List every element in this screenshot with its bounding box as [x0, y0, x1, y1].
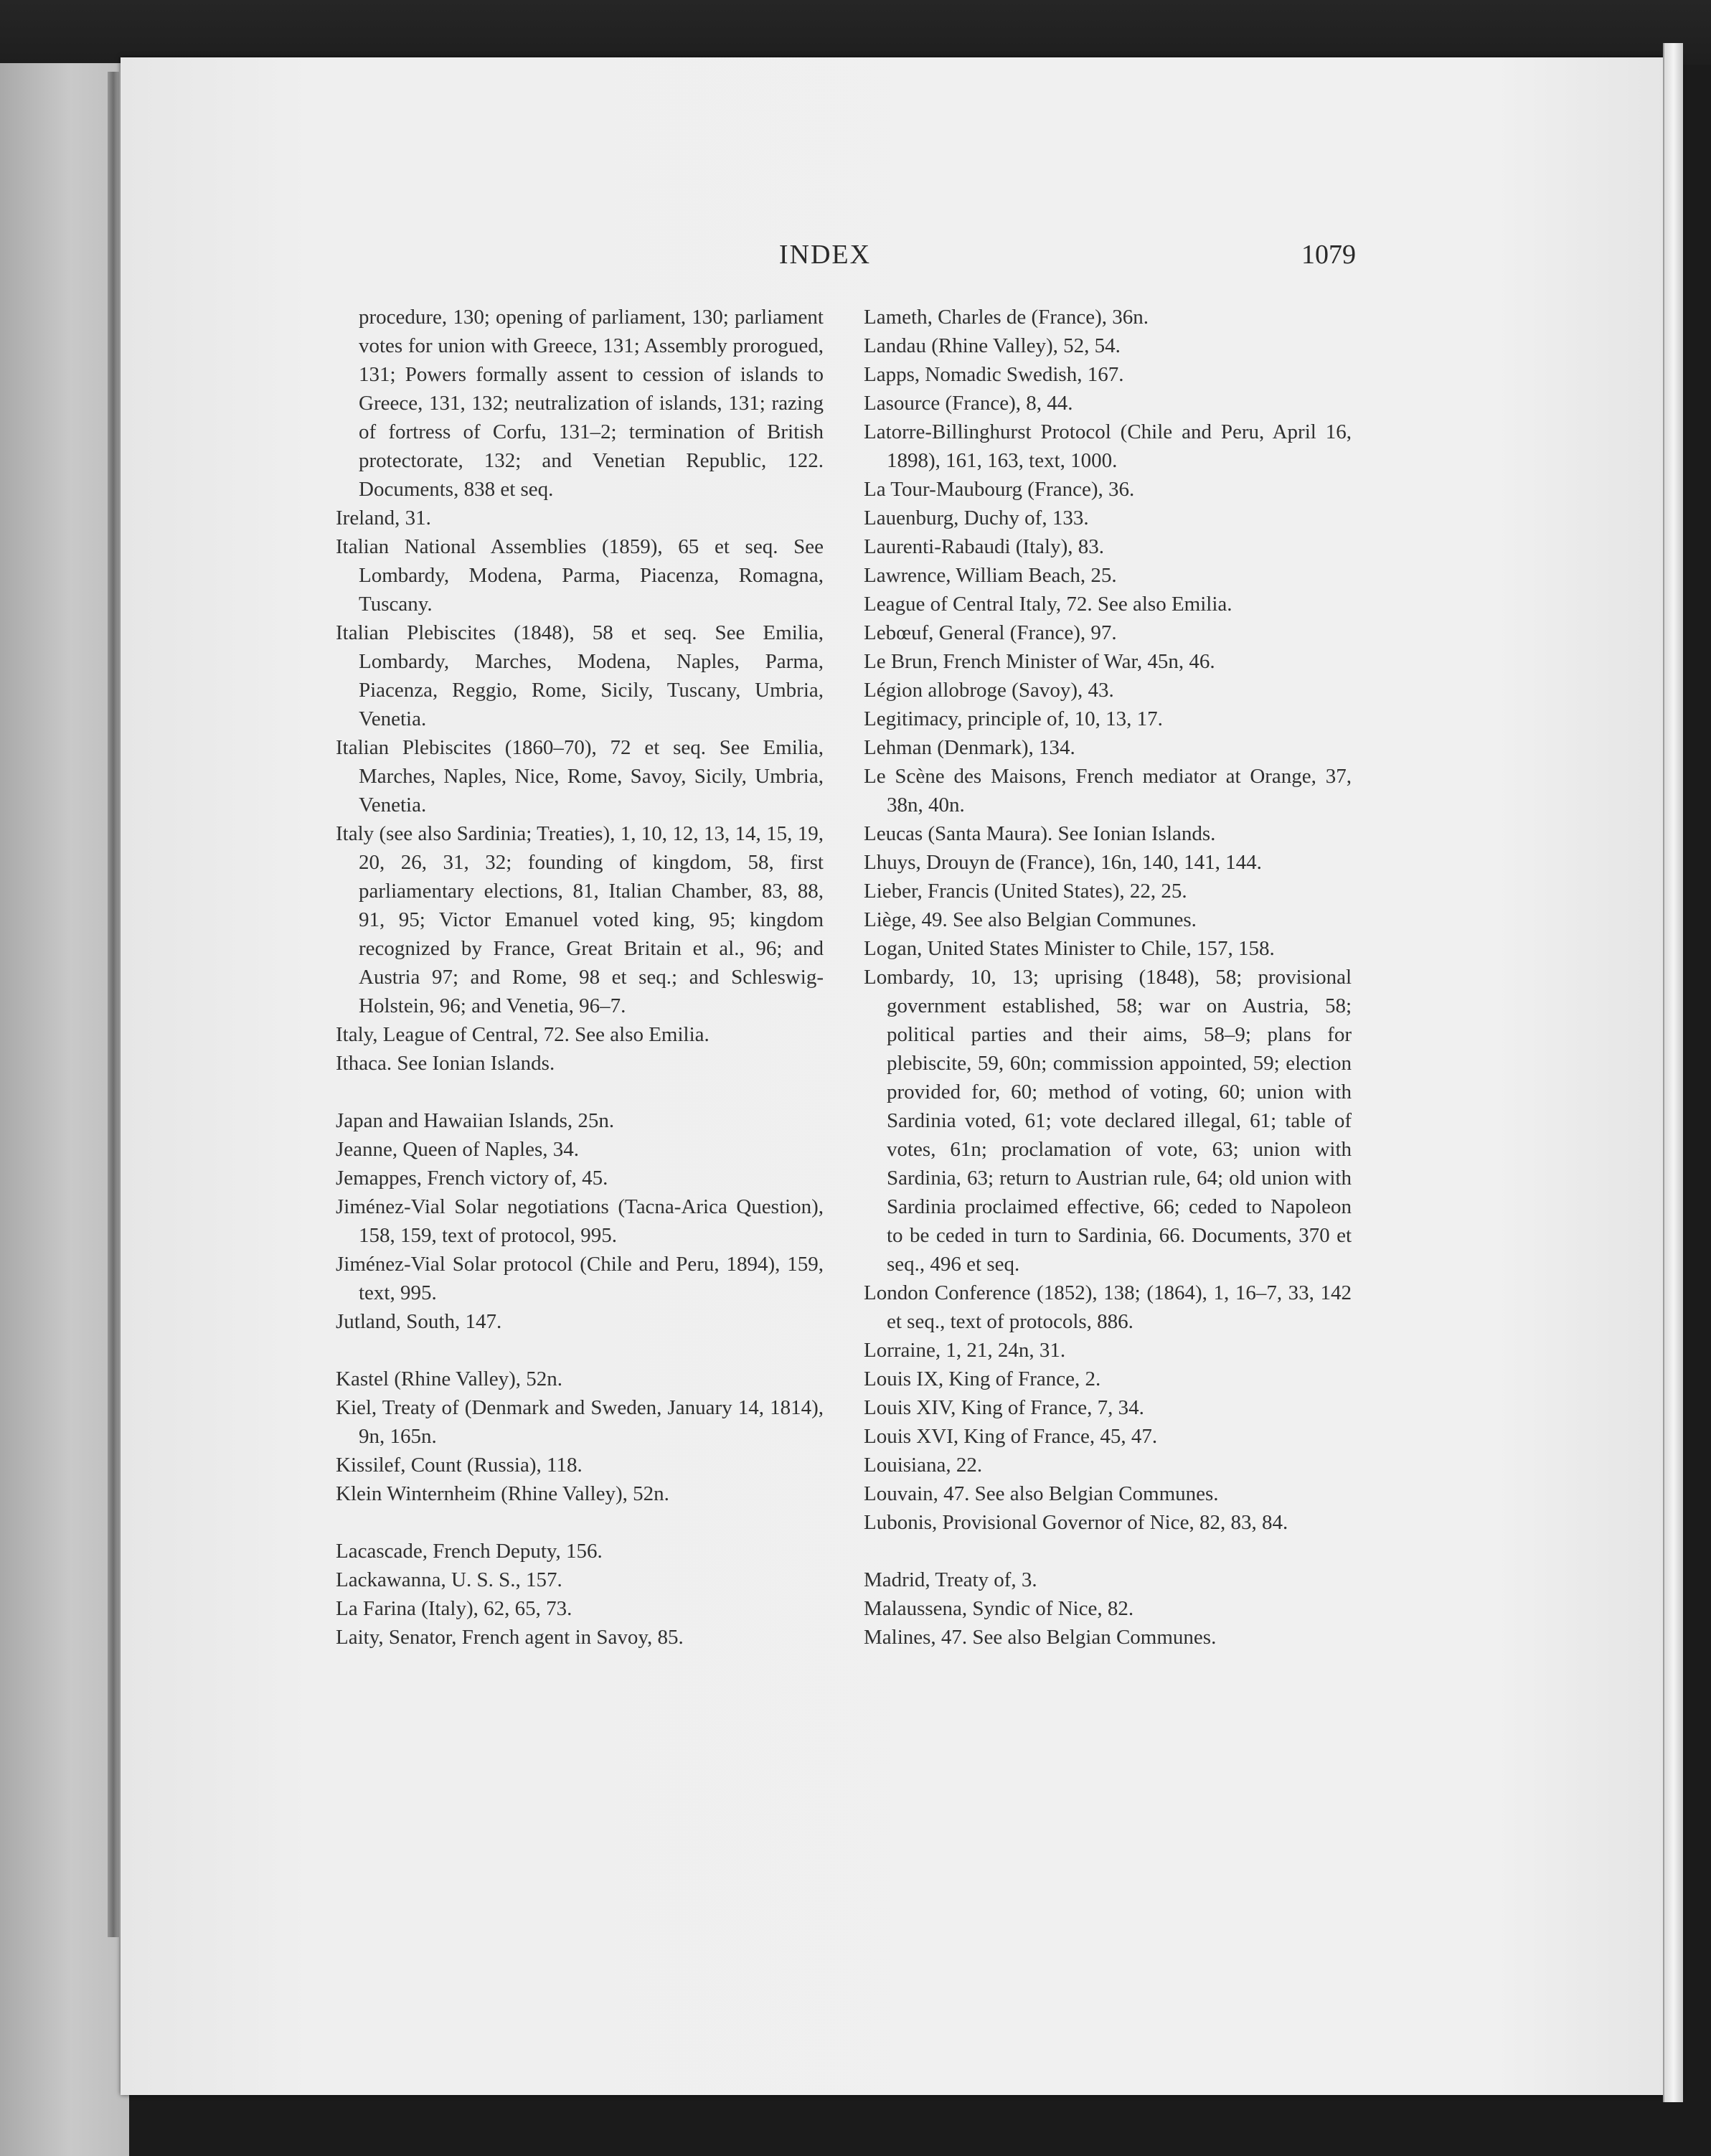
index-entry: Lehman (Denmark), 134. [864, 736, 1075, 759]
index-entry: Italian Plebiscites (1860–70), 72 et seq. See Emilia, Marches, Naples, Nice, Rome, Savoy, Sicily, Umbria, Venetia. [336, 736, 824, 816]
index-entry: Jutland, South, 147. [336, 1310, 502, 1333]
index-entry: Laity, Senator, French agent in Savoy, 85. [336, 1626, 684, 1649]
index-entry: Legitimacy, principle of, 10, 13, 17. [864, 707, 1163, 730]
index-entry: Leucas (Santa Maura). See Ionian Islands. [864, 822, 1216, 845]
index-entry: Laurenti-Rabaudi (Italy), 83. [864, 535, 1104, 558]
index-entry: Jiménez-Vial Solar protocol (Chile and Peru, 1894), 159, text, 995. [336, 1253, 824, 1304]
index-entry: Lhuys, Drouyn de (France), 16n, 140, 141, 144. [864, 851, 1262, 874]
index-entry: Ireland, 31. [336, 507, 431, 529]
book-gutter [108, 72, 119, 1937]
index-column-left [336, 303, 824, 1652]
index-entry: Madrid, Treaty of, 3. [864, 1568, 1037, 1591]
page-stack-edge [1663, 43, 1683, 2102]
index-entry: Italian National Assemblies (1859), 65 et seq. See Lombardy, Modena, Parma, Piacenza, Romagna, Tuscany. [336, 535, 824, 616]
index-entry: La Tour-Maubourg (France), 36. [864, 478, 1135, 501]
index-entry: Le Brun, French Minister of War, 45n, 46. [864, 650, 1215, 673]
index-entry: Lasource (France), 8, 44. [864, 392, 1073, 415]
index-entry: Latorre-Billinghurst Protocol (Chile and Peru, April 16, 1898), 161, 163, text, 1000. [864, 420, 1352, 472]
index-entry: London Conference (1852), 138; (1864), 1, 16–7, 33, 142 et seq., text of protocols, 886. [864, 1281, 1352, 1333]
index-entry: Jeanne, Queen of Naples, 34. [336, 1138, 580, 1161]
section-gap [336, 1336, 824, 1365]
index-entry: League of Central Italy, 72. See also Emilia. [864, 593, 1232, 616]
index-entry: Italy (see also Sardinia; Treaties), 1, 10, 12, 13, 14, 15, 19, 20, 26, 31, 32; founding of kingdom, 58, first parliamentary elections, 81, Italian Chamber, 83, 88, 91, 95; Victor Emanuel voted king, 95; kingdom recognized by France, Great Britain et al., 96; and Austria 97; and Rome, 98 et seq.; and Schleswig-Holstein, 96; and Venetia, 96–7. [336, 822, 824, 1017]
index-entry: Lacascade, French Deputy, 156. [336, 1540, 603, 1563]
index-entry: Japan and Hawaiian Islands, 25n. [336, 1109, 615, 1132]
index-entry: Louis IX, King of France, 2. [864, 1367, 1101, 1390]
section-gap [336, 1508, 824, 1537]
index-entry: Lubonis, Provisional Governor of Nice, 82, 83, 84. [864, 1511, 1288, 1534]
index-entry: Lombardy, 10, 13; uprising (1848), 58; provisional government established, 58; war on Austria, 58; political parties and their aims, 58–9; plans for plebiscite, 59, 60n; commission appointed, 59; election provided for, 60; method of voting, 60; union with Sardinia voted, 61; vote declared illegal, 61; table of votes, 61n; proclamation of vote, 63; union with Sardinia, 63; return to Austrian rule, 64; old union with Sardinia proclaimed effective, 66; ceded to Napoleon to be ceded in turn to Sardinia, 66. Documents, 370 et seq., 496 et seq. [864, 966, 1352, 1276]
index-entry: Jemappes, French victory of, 45. [336, 1167, 608, 1190]
index-entry: Kissilef, Count (Russia), 118. [336, 1454, 583, 1477]
index-entry: Kastel (Rhine Valley), 52n. [336, 1367, 562, 1390]
section-gap [336, 1078, 824, 1106]
index-entry: Louisiana, 22. [864, 1454, 983, 1477]
index-entry: Lauenburg, Duchy of, 133. [864, 507, 1089, 529]
index-entry: Légion allobroge (Savoy), 43. [864, 679, 1114, 702]
index-entry: Louis XIV, King of France, 7, 34. [864, 1396, 1144, 1419]
index-column-right [864, 303, 1352, 1652]
index-entry: Ithaca. See Ionian Islands. [336, 1052, 555, 1075]
index-entry: Le Scène des Maisons, French mediator at Orange, 37, 38n, 40n. [864, 765, 1352, 816]
index-entry: procedure, 130; opening of parliament, 130; parliament votes for union with Greece, 131; Assembly prorogued, 131; Powers formally assent to cession of islands to Greece, 131, 132; neutralization of islands, 131; razing of fortress of Corfu, 131–2; termination of British protectorate, 132; and Venetian Republic, 122. Documents, 838 et seq. [359, 306, 824, 501]
index-entry: Jiménez-Vial Solar negotiations (Tacna-Arica Question), 158, 159, text of protocol, 995. [336, 1195, 824, 1247]
index-entry: Louis XVI, King of France, 45, 47. [864, 1425, 1158, 1448]
index-entry: Landau (Rhine Valley), 52, 54. [864, 334, 1121, 357]
page-number: 1079 [1301, 240, 1356, 270]
index-entry: Malaussena, Syndic of Nice, 82. [864, 1597, 1134, 1620]
index-entry: Italian Plebiscites (1848), 58 et seq. See Emilia, Lombardy, Marches, Modena, Naples, Parma, Piacenza, Reggio, Rome, Sicily, Tuscany, Umbria, Venetia. [336, 621, 824, 730]
running-head-title: INDEX [778, 240, 872, 270]
section-gap [864, 1537, 1352, 1566]
index-entry: Italy, League of Central, 72. See also Emilia. [336, 1023, 710, 1046]
index-entry: Lebœuf, General (France), 97. [864, 621, 1117, 644]
index-entry: Malines, 47. See also Belgian Communes. [864, 1626, 1217, 1649]
index-entry: Klein Winternheim (Rhine Valley), 52n. [336, 1482, 669, 1505]
index-entry: Lackawanna, U. S. S., 157. [336, 1568, 562, 1591]
index-entry: Lieber, Francis (United States), 22, 25. [864, 880, 1187, 903]
index-entry: Lapps, Nomadic Swedish, 167. [864, 363, 1124, 386]
index-entry: Logan, United States Minister to Chile, 157, 158. [864, 937, 1275, 960]
index-entry: La Farina (Italy), 62, 65, 73. [336, 1597, 572, 1620]
scan-background-top [0, 0, 1711, 65]
index-entry: Lameth, Charles de (France), 36n. [864, 306, 1149, 329]
index-entry: Lorraine, 1, 21, 24n, 31. [864, 1339, 1066, 1362]
index-entry: Louvain, 47. See also Belgian Communes. [864, 1482, 1219, 1505]
index-entry: Kiel, Treaty of (Denmark and Sweden, January 14, 1814), 9n, 165n. [336, 1396, 824, 1448]
index-entry: Lawrence, William Beach, 25. [864, 564, 1117, 587]
index-entry: Liège, 49. See also Belgian Communes. [864, 908, 1197, 931]
